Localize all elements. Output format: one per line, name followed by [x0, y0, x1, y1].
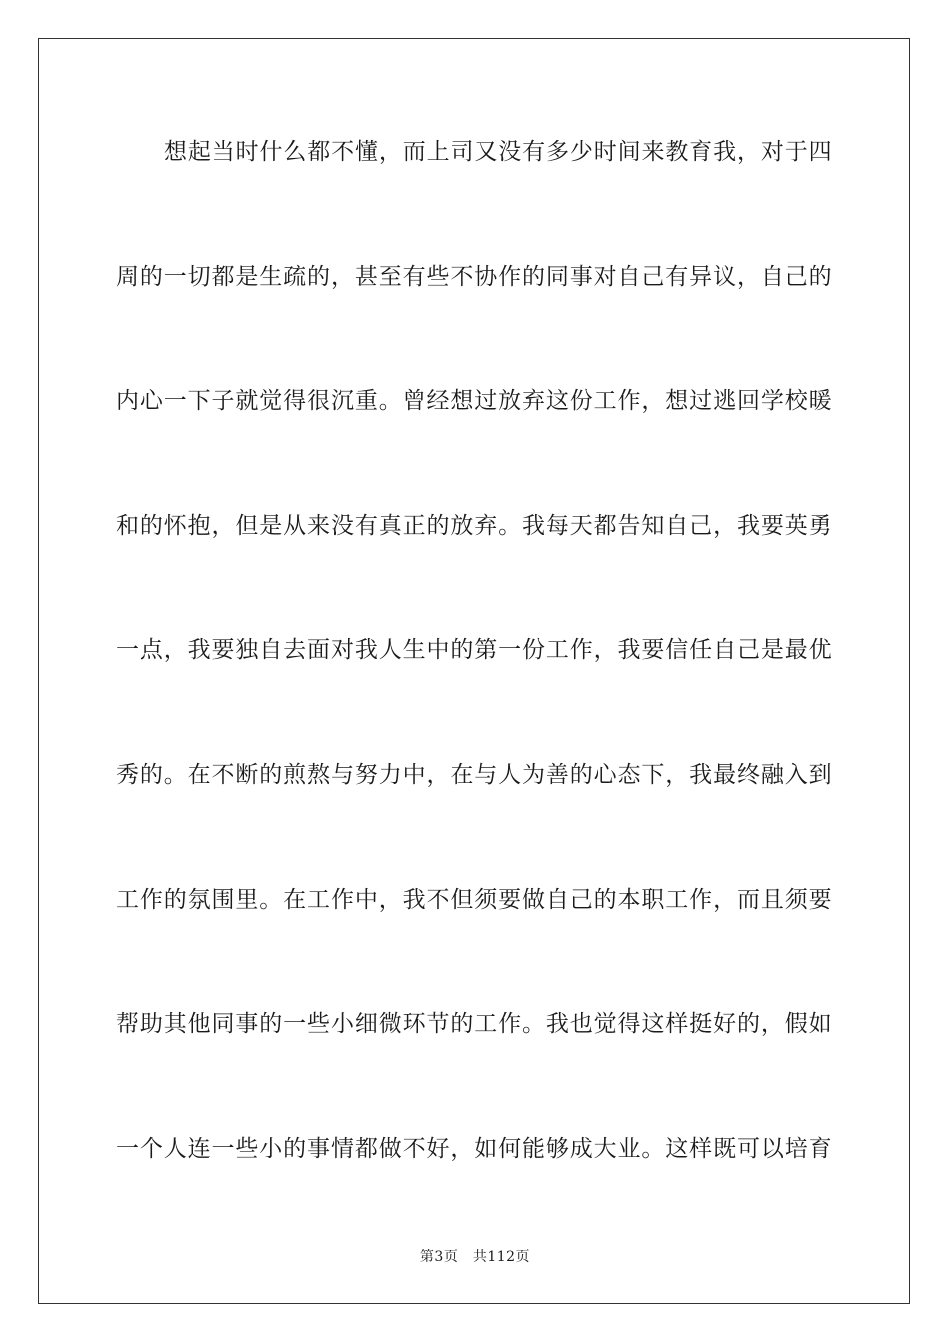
text-line: 帮助其他同事的一些小细微环节的工作。我也觉得这样挺好的，假如	[116, 1011, 832, 1038]
text-line: 一个人连一些小的事情都做不好，如何能够成大业。这样既可以培育	[116, 1135, 832, 1162]
text-line: 秀的。在不断的煎熬与努力中，在与人为善的心态下，我最终融入到	[116, 761, 832, 788]
text-line: 想起当时什么都不懂，而上司又没有多少时间来教育我，对于四	[164, 139, 832, 165]
text-line: 一点，我要独自去面对我人生中的第一份工作，我要信任自己是最优	[116, 637, 832, 664]
page-number: 第3页 共112页	[419, 1249, 531, 1265]
text-line: 工作的氛围里。在工作中，我不但须要做自己的本职工作，而且须要	[116, 886, 832, 913]
text-line: 内心一下子就觉得很沉重。曾经想过放弃这份工作，想过逃回学校暖	[116, 388, 832, 415]
text-line: 周的一切都是生疏的，甚至有些不协作的同事对自己有异议，自己的	[116, 263, 832, 290]
text-line: 和的怀抱，但是从来没有真正的放弃。我每天都告知自己，我要英勇	[116, 512, 832, 539]
document-body	[116, 132, 832, 1253]
